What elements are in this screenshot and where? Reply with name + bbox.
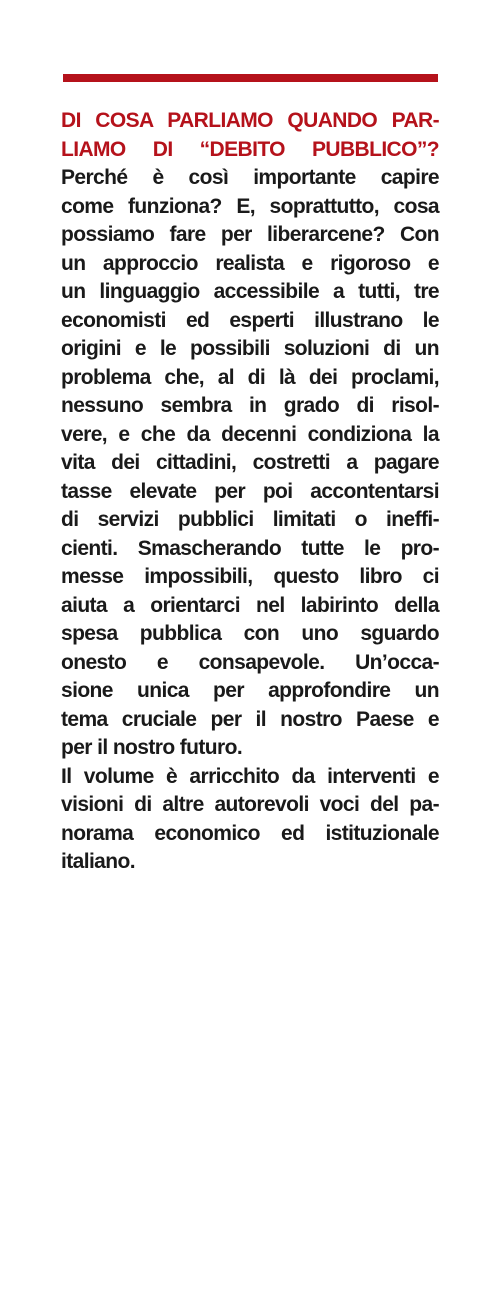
blurb-text xyxy=(61,107,439,877)
paragraph-line: visioni di altre autorevoli voci del pa- xyxy=(61,793,439,816)
heading-line: DI COSA PARLIAMO QUANDO PAR- xyxy=(61,109,439,132)
blurb-paragraph-main xyxy=(61,164,439,763)
paragraph-line: possiamo fare per liberarcene? Con xyxy=(61,223,439,246)
paragraph-line: economisti ed esperti illustrano le xyxy=(61,308,439,332)
paragraph-line: spesa pubblica con uno sguardo xyxy=(61,622,439,645)
blurb-paragraph-secondary xyxy=(61,763,439,877)
paragraph-line: norama economico ed istituzionale xyxy=(61,821,439,845)
paragraph-line: italiano. xyxy=(61,850,135,873)
paragraph-line: problema che, al di là dei proclami, xyxy=(61,365,439,389)
red-divider-rule xyxy=(63,74,438,82)
paragraph-line: un linguaggio accessibile a tutti, tre xyxy=(61,280,439,303)
paragraph-line: come funziona? E, soprattutto, cosa xyxy=(61,194,439,218)
paragraph-line: cienti. Smascherando tutte le pro- xyxy=(61,536,439,560)
paragraph-line: origini e le possibili soluzioni di un xyxy=(61,337,439,360)
paragraph-line: un approccio realista e rigoroso e xyxy=(61,251,439,275)
paragraph-line: Il volume è arricchito da interventi e xyxy=(61,764,439,788)
paragraph-line: sione unica per approfondire un xyxy=(61,679,439,702)
paragraph-line: messe impossibili, questo libro ci xyxy=(61,565,439,588)
paragraph-line: Perché è così importante capire xyxy=(61,166,439,189)
paragraph-line: tema cruciale per il nostro Paese e xyxy=(61,707,439,731)
paragraph-line: onesto e consapevole. Un’occa- xyxy=(61,650,439,674)
blurb-heading xyxy=(61,107,439,164)
paragraph-line: nessuno sembra in grado di risol- xyxy=(61,394,439,417)
paragraph-line: vere, e che da decenni condiziona la xyxy=(61,422,439,446)
paragraph-line: vita dei cittadini, costretti a pagare xyxy=(61,451,439,474)
paragraph-line: tasse elevate per poi accontentarsi xyxy=(61,479,439,503)
heading-line: LIAMO DI “DEBITO PUBBLICO”? xyxy=(61,137,439,161)
paragraph-line: di servizi pubblici limitati o ineffi- xyxy=(61,508,439,531)
paragraph-line: aiuta a orientarci nel labirinto della xyxy=(61,593,439,617)
paragraph-line: per il nostro futuro. xyxy=(61,736,243,759)
